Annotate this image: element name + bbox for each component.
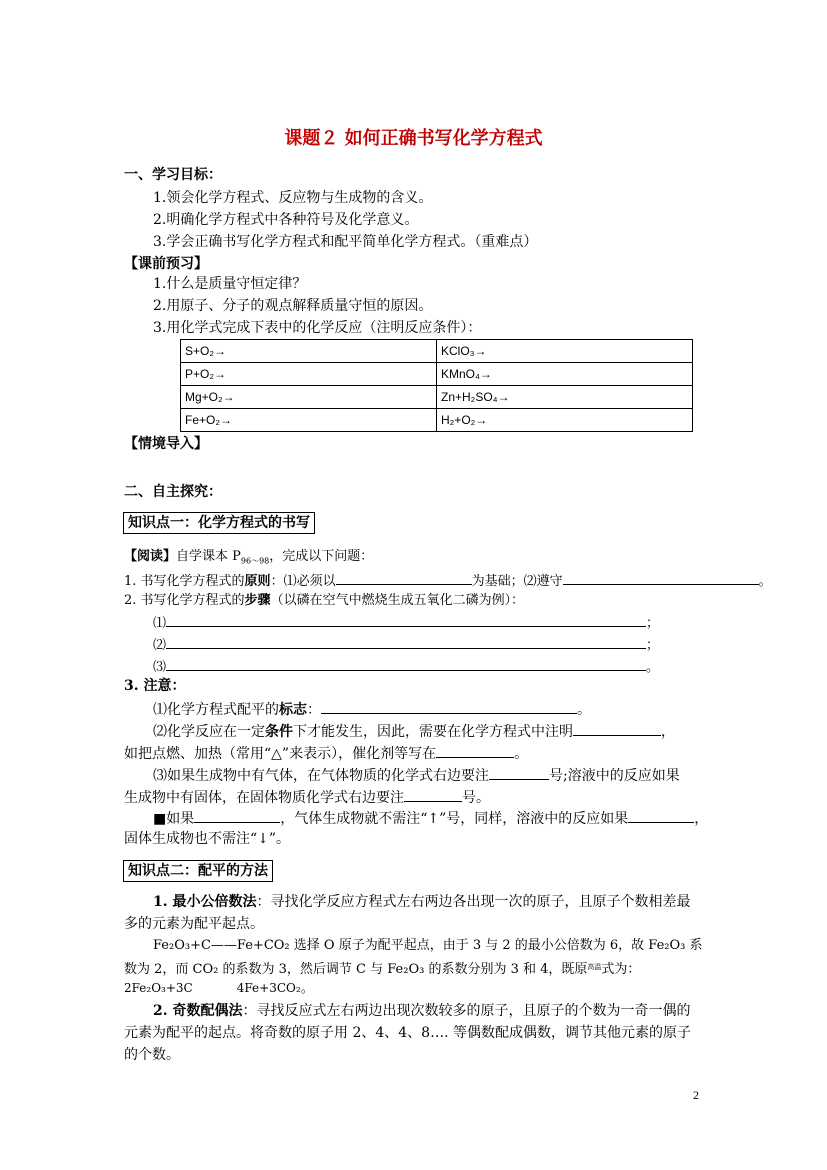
method-1 (153, 893, 691, 911)
reading-text: 自学课本 P (176, 549, 241, 564)
method-1-cont: 多的元素为配平起点。 (124, 916, 264, 932)
blank-note-2a[interactable] (573, 721, 661, 736)
steps-prefix: 2. 书写化学方程式的 (124, 593, 245, 608)
note-3 (153, 765, 680, 785)
method-2-text: ：寻找反应式左右两边出现次数较多的原子，且原子的个数为一奇一偶的 (242, 1003, 691, 1019)
step-1-label: ⑴ (153, 616, 167, 631)
reading-line (124, 548, 373, 570)
preview-question-2: 2.用原子、分子的观点解释质量守恒的原因。 (153, 298, 433, 314)
step-1 (153, 612, 659, 632)
principle-keyword: 原则 (244, 574, 271, 589)
section-2-heading: 二、自主探究： (124, 484, 222, 500)
example-line-2 (124, 959, 640, 978)
preview-heading: 【课前预习】 (124, 256, 208, 272)
method-1-text: ：寻找化学反应方程式左右两边各出现一次的原子，且原子个数相差最 (256, 894, 691, 910)
example-text-2a: 数为 2，而 CO₂ 的系数为 3，然后调节 C 与 Fe₂O₃ 的系数分别为 3 和 4，既原 (124, 962, 588, 977)
method-2-name: 2. 奇数配偶法 (153, 1003, 243, 1019)
principle-end: 。 (758, 574, 772, 589)
objective-1: 1.领会化学方程式、反应物与生成物的含义。 (153, 190, 433, 206)
equation-end: 。 (300, 981, 314, 996)
step-2-label: ⑵ (153, 638, 167, 653)
table-row (181, 340, 693, 363)
knowledge-point-2-title: 知识点二：配平的方法 (123, 860, 273, 882)
note-2-keyword: 条件 (265, 724, 293, 740)
blank-note-4b[interactable] (628, 808, 694, 823)
table-row (181, 409, 693, 432)
step-2-end: ； (646, 638, 660, 653)
blank-note-3a[interactable] (489, 765, 549, 780)
example-text-2b: 式为： (601, 962, 641, 977)
blank-step-2[interactable] (166, 634, 646, 649)
blank-note-1[interactable] (321, 699, 577, 714)
principle-text-2: 为基础；⑵遵守 (471, 574, 563, 589)
note-4-text-2: ，气体生成物就不需注“↑”号，同样，溶液中的反应如果 (280, 811, 629, 827)
table-row (181, 386, 693, 409)
step-3-end: 。 (646, 660, 660, 675)
section-1-heading: 一、学习目标： (124, 167, 222, 183)
method-2-cont-1: 元素为配平的起点。将奇数的原子用 2、4、4、8…. 等偶数配成偶数，调节其他元素的原子 (124, 1025, 691, 1041)
note-2-text-2: 下才能发生，因此，需要在化学方程式中注明 (293, 724, 573, 740)
note-1-end: 。 (577, 702, 591, 718)
note-1-colon: ： (307, 702, 321, 718)
note-2 (153, 721, 675, 741)
objective-2: 2.明确化学方程式中各种符号及化学意义。 (153, 212, 419, 228)
table-cell: P+O₂→ (181, 363, 437, 386)
example-equation (124, 980, 314, 997)
principle-prefix: 1. 书写化学方程式的 (124, 574, 245, 589)
steps-keyword: 步骤 (244, 593, 271, 608)
example-line-1: Fe₂O₃+C——Fe+CO₂ 选择 O 原子为配平起点，由于 3 与 2 的最小公倍数为 6，故 Fe₂O₃ 系 (153, 938, 703, 953)
scene-heading: 【情境导入】 (124, 436, 208, 452)
table-cell: KClO₃→ (437, 340, 693, 363)
blank-note-2b[interactable] (436, 743, 514, 758)
note-1-text: ⑴化学方程式配平的 (153, 702, 279, 718)
note-4 (153, 808, 708, 828)
note-3-cont (124, 787, 490, 807)
principle-line (124, 570, 772, 590)
step-1-end: ； (646, 616, 660, 631)
steps-line (124, 592, 524, 609)
objective-3: 3.学会正确书写化学方程式和配平简单化学方程式。（重难点） (153, 234, 538, 250)
note-1-keyword: 标志 (279, 702, 307, 718)
step-2 (153, 634, 659, 654)
steps-text: （以磷在空气中燃烧生成五氧化二磷为例）： (270, 593, 525, 608)
note-3-end: 号。 (462, 790, 490, 806)
note-4-comma: ， (694, 811, 709, 827)
table-cell: S+O₂→ (181, 340, 437, 363)
note-3-text-1: ⑶如果生成物中有气体，在气体物质的化学式右边要注 (153, 768, 489, 784)
note-2-cont (124, 743, 528, 763)
table-cell: Fe+O₂→ (181, 409, 437, 432)
note-4-text-1: ■如果 (153, 811, 195, 827)
blank-step-1[interactable] (166, 612, 646, 627)
method-2 (153, 1002, 691, 1020)
reading-pages: 96～98 (240, 556, 270, 566)
reaction-condition-label: 高温 (587, 963, 602, 971)
step-3 (153, 656, 659, 676)
note-2-end: 。 (514, 746, 529, 762)
table-cell: H₂+O₂→ (437, 409, 693, 432)
table-row (181, 363, 693, 386)
note-2-comma: ， (661, 724, 675, 740)
step-3-label: ⑶ (153, 660, 167, 675)
table-cell: Mg+O₂→ (181, 386, 437, 409)
blank-step-3[interactable] (166, 656, 646, 671)
knowledge-point-1-title: 知识点一：化学方程式的书写 (123, 512, 315, 534)
preview-question-3: 3.用化学式完成下表中的化学反应（注明反应条件）： (153, 320, 482, 336)
note-4-cont: 固体生成物也不需注“↓”。 (124, 831, 291, 847)
reading-label: 【阅读】 (124, 549, 177, 564)
equation-right: 4Fe+3CO₂ (236, 981, 301, 995)
note-2-text-1: ⑵化学反应在一定 (153, 724, 265, 740)
reaction-table (180, 339, 693, 432)
note-3-text-3: 生成物中有固体，在固体物质化学式右边要注 (124, 790, 404, 806)
table-cell: Zn+H₂SO₄→ (437, 386, 693, 409)
note-1 (153, 699, 591, 719)
page-number: 2 (693, 1088, 699, 1102)
reading-rest: ，完成以下问题： (269, 549, 374, 564)
table-cell: KMnO₄→ (437, 363, 693, 386)
principle-text-1: ：⑴必须以 (270, 574, 336, 589)
method-1-name: 1. 最小公倍数法 (153, 894, 257, 910)
note-3-text-2: 号;溶液中的反应如果 (549, 768, 680, 784)
preview-question-1: 1.什么是质量守恒定律？ (153, 276, 307, 292)
equation-left: 2Fe₂O₃+3C (124, 981, 193, 995)
blank-note-4a[interactable] (194, 808, 280, 823)
blank-note-3b[interactable] (404, 787, 462, 802)
method-2-cont-2: 的个数。 (124, 1047, 180, 1063)
notes-heading: 3. 注意： (124, 678, 186, 694)
note-2-text-3: 如把点燃、加热（常用“△”来表示），催化剂等写在 (124, 746, 437, 762)
blank-principle-2[interactable] (563, 570, 759, 585)
blank-principle-1[interactable] (336, 570, 472, 585)
page-title: 课题２ 如何正确书写化学方程式 (284, 128, 543, 149)
